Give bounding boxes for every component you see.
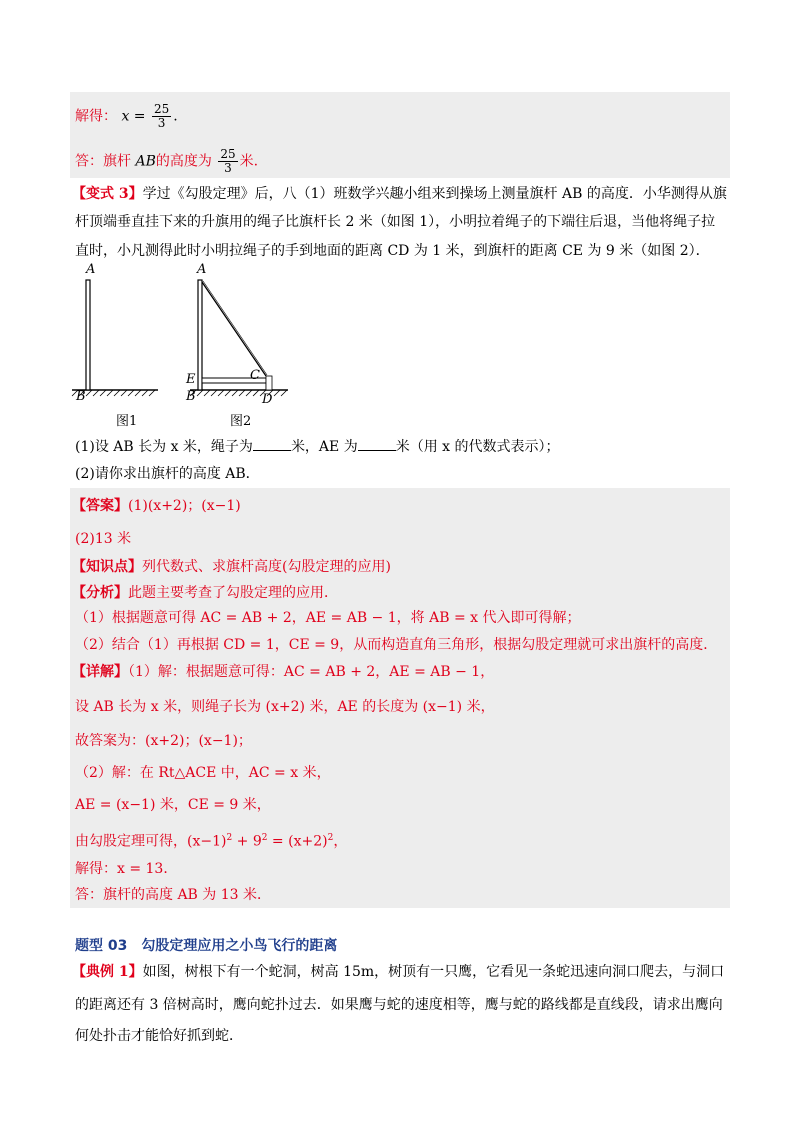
figure-diagram xyxy=(0,262,800,422)
detail-tag: 【详解】 xyxy=(72,664,128,680)
figure-1 xyxy=(72,280,158,396)
detail-6-part-c: = (x+2) xyxy=(267,833,328,850)
fig2-caption: 图2 xyxy=(230,414,252,429)
question-1-part-a: (1)设 AB 长为 x 米，绳子为 xyxy=(75,439,253,455)
variant-line-3 xyxy=(75,240,710,262)
answer-fraction xyxy=(218,148,237,175)
answer-prefix: 答：旗杆 xyxy=(75,153,131,170)
knowledge-tag: 【知识点】 xyxy=(72,559,142,575)
section-title: 题型 03 勾股定理应用之小鸟飞行的距离 xyxy=(75,938,338,954)
solve-line: 解得： x = $\frac{25}{3}$ . xyxy=(75,102,178,130)
detail-5: AE = (x−1) 米，CE = 9 米， xyxy=(75,797,271,813)
detail-2: 设 AB 长为 x 米，则绳子长为 (x+2) 米，AE 的长度为 (x−1) 米， xyxy=(75,699,495,715)
label-d: D xyxy=(262,392,273,407)
analysis-tag: 【分析】 xyxy=(72,585,128,601)
variant-tag: 【变式 3】 xyxy=(72,186,143,202)
example-line-2 xyxy=(75,994,723,1016)
question-2 xyxy=(75,463,260,485)
answer-1: (1)(x+2)；(x−1) xyxy=(128,498,241,514)
figure-2 xyxy=(190,280,288,396)
label-c: C xyxy=(250,368,260,383)
variant-text-3: 直时，小凡测得此时小明拉绳子的手到地面的距离 CD 为 1 米，到旗杆的距离 CE 为 9 米（如图 2）． xyxy=(75,243,710,259)
label-a-fig1: A xyxy=(86,262,96,277)
fig1-caption: 图1 xyxy=(116,414,138,429)
analysis-line-2 xyxy=(75,634,717,656)
example-line-1 xyxy=(72,961,724,983)
detail-6-part-a: 由勾股定理可得，(x−1) xyxy=(75,833,227,850)
variant-text-2: 杆顶端垂直挂下来的升旗用的绳子比旗杆长 2 米（如图 1），小明拉着绳子的下端往后退，当他将绳子拉 xyxy=(75,214,716,230)
answer-var: AB xyxy=(135,153,156,170)
label-a-fig2: A xyxy=(197,262,207,277)
exponent: 2 xyxy=(226,833,233,843)
detail-line-1 xyxy=(72,661,494,683)
fraction-denominator: 3 xyxy=(224,161,232,175)
question-1 xyxy=(75,436,560,458)
detail-line-4 xyxy=(75,762,331,784)
example-text-3: 何处扑击才能恰好抓到蛇． xyxy=(75,1028,243,1044)
variant-line-2 xyxy=(75,211,715,233)
fraction-numerator: 25 xyxy=(220,147,236,161)
fraction xyxy=(152,103,171,130)
detail-6-part-d: ， xyxy=(333,833,348,850)
solve-expr: x = xyxy=(121,108,146,125)
solve-label: 解得： xyxy=(75,108,117,125)
question-1-part-c: 米（用 x 的代数式表示）； xyxy=(395,439,560,455)
example-line-3 xyxy=(75,1025,243,1047)
analysis-line xyxy=(72,582,338,604)
blank-ae xyxy=(358,436,396,451)
detail-4: （2）解：在 Rt△ACE 中，AC = x 米， xyxy=(75,765,331,781)
analysis-line-1 xyxy=(75,607,580,629)
answer-mid: 的高度为 xyxy=(155,153,212,170)
answer-2: (2)13 米 xyxy=(75,531,132,547)
analysis-2: （2）结合（1）再根据 CD = 1，CE = 9，从而构造直角三角形，根据勾股定理就可求出旗杆的高度． xyxy=(75,637,718,653)
variant-line-1 xyxy=(72,183,727,205)
knowledge-text: 列代数式、求旗杆高度(勾股定理的应用) xyxy=(142,559,391,575)
answer-tag: 【答案】 xyxy=(72,498,128,514)
fraction-numerator: 25 xyxy=(153,102,170,116)
question-1-part-b: 米，AE 为 xyxy=(290,439,358,455)
label-b-fig2: B xyxy=(186,389,196,404)
detail-line-7 xyxy=(75,858,177,880)
example-text-1: 如图，树根下有一个蛇洞，树高 15m，树顶有一只鹰，它看见一条蛇迅速向洞口爬去，与洞口 xyxy=(142,964,725,980)
top-answer-line xyxy=(75,148,258,175)
blank-rope xyxy=(253,436,291,451)
variant-text-1: 学过《勾股定理》后，八（1）班数学兴趣小组来到操场上测量旗杆 AB 的高度．小华测得从旗 xyxy=(142,186,727,202)
fraction-denominator: 3 xyxy=(157,116,166,130)
label-b-fig1: B xyxy=(76,389,86,404)
exponent: 2 xyxy=(327,833,334,843)
detail-line-8 xyxy=(75,884,271,906)
detail-line-6 xyxy=(75,827,347,853)
question-2-text: (2)请你求出旗杆的高度 AB． xyxy=(75,466,260,482)
detail-1: （1）解：根据题意可得：AC = AB + 2，AE = AB − 1， xyxy=(128,664,495,680)
detail-8: 答：旗杆的高度 AB 为 13 米． xyxy=(75,887,272,903)
detail-3: 故答案为：(x+2)；(x−1)； xyxy=(75,733,252,749)
analysis-text: 此题主要考查了勾股定理的应用． xyxy=(128,585,338,601)
label-e: E xyxy=(186,372,196,387)
detail-6-part-b: + 9 xyxy=(232,833,262,850)
detail-7: 解得：x = 13． xyxy=(75,861,178,877)
example-text-2: 的距离还有 3 倍树高时，鹰向蛇扑过去．如果鹰与蛇的速度相等，鹰与蛇的路线都是直线段，请求出鹰向 xyxy=(75,997,723,1013)
example-tag: 【典例 1】 xyxy=(72,964,143,980)
detail-line-3 xyxy=(75,730,252,752)
detail-line-2 xyxy=(75,696,495,718)
exponent: 2 xyxy=(261,833,268,843)
answer-suffix: 米. xyxy=(239,153,259,170)
knowledge-line xyxy=(72,556,391,578)
answer-line-1 xyxy=(72,495,241,517)
analysis-1: （1）根据题意可得 AC = AB + 2，AE = AB − 1，将 AB = x 代入即可得解； xyxy=(75,610,581,626)
detail-line-5 xyxy=(75,794,271,816)
answer-line-2 xyxy=(75,528,131,550)
